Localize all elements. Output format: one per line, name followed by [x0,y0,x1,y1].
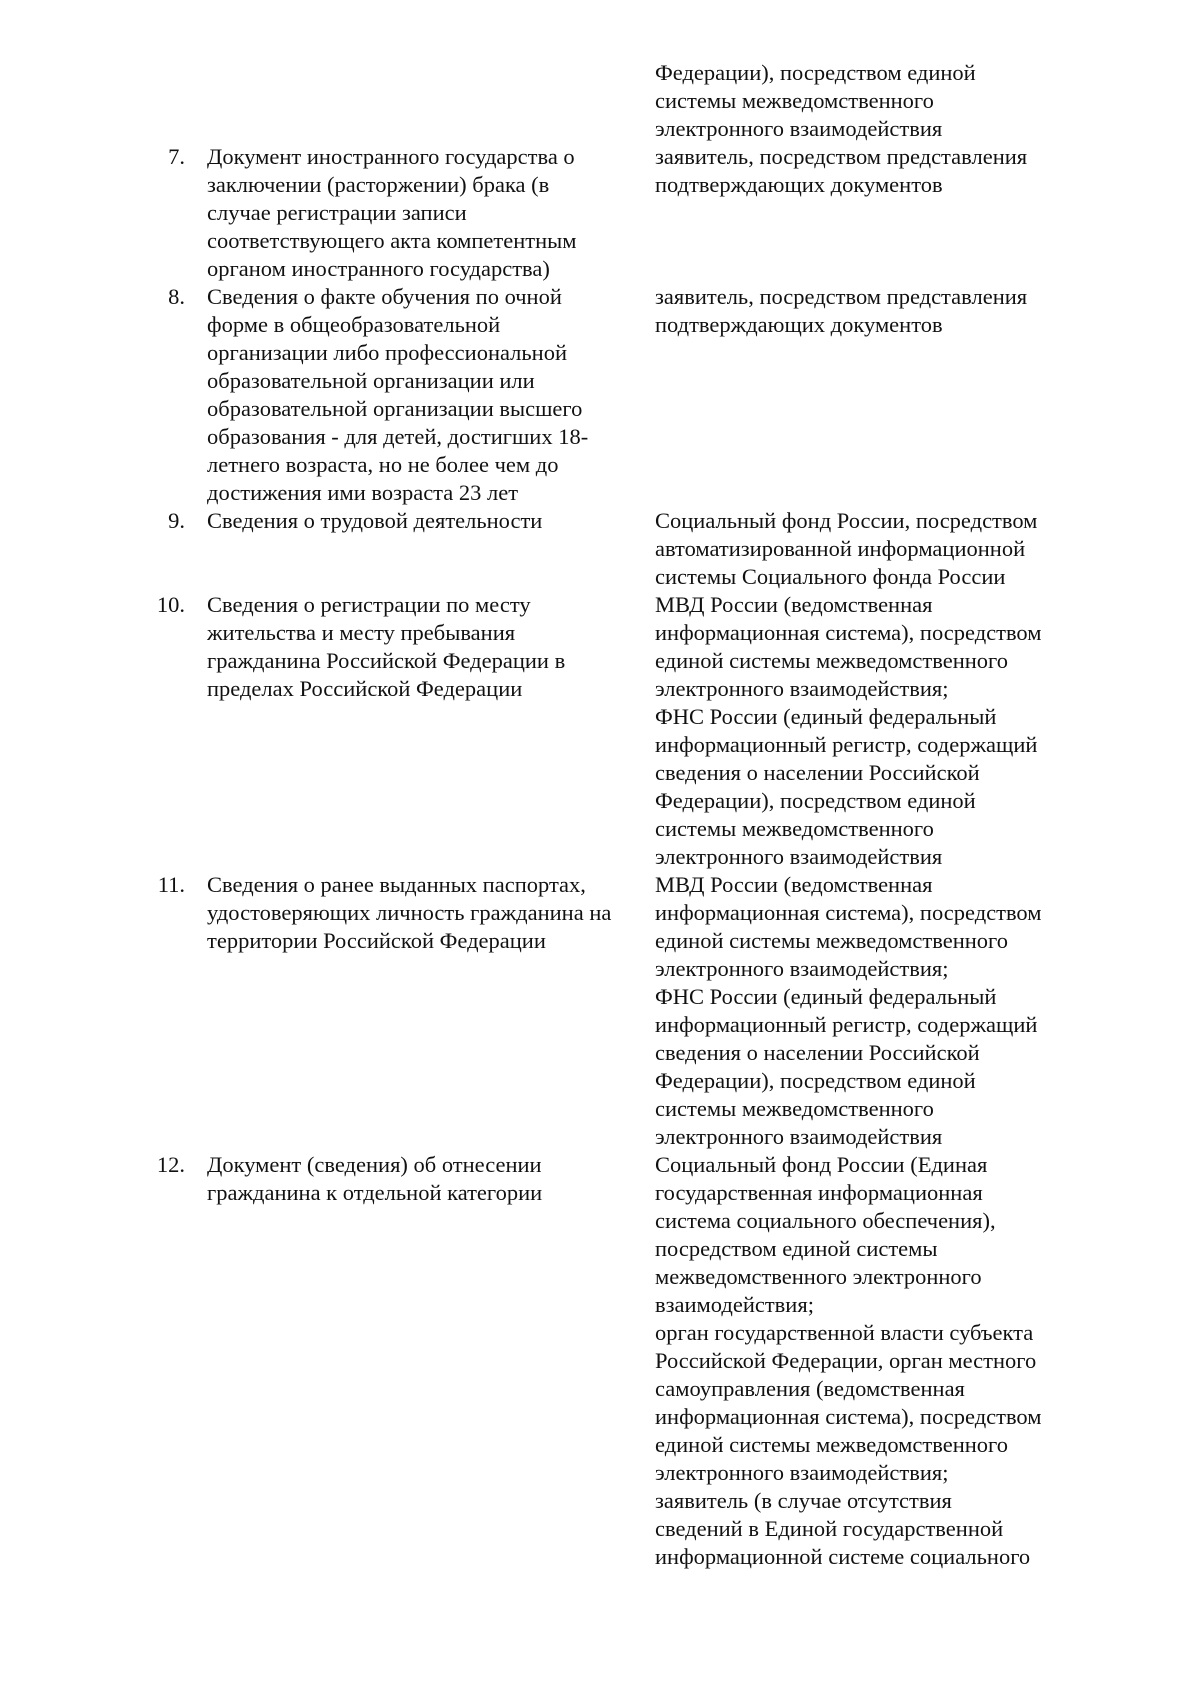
text-line: гражданина к отдельной категории [207,1180,543,1205]
text-line: государственная информационная [655,1180,983,1205]
text-line: информационный регистр, содержащий [655,732,1038,757]
text-line: сведения о населении Российской [655,760,980,785]
text-line: удостоверяющих личность гражданина на [207,900,612,925]
document-cell [207,1151,647,1207]
text-line: Российской Федерации, орган местного [655,1348,1037,1373]
text-line: взаимодействия; [655,1292,814,1317]
text-line: орган государственной власти субъекта [655,1320,1034,1345]
row-number: 11. [157,872,185,897]
text-line: образовательной организации или [207,368,535,393]
text-line: Сведения о регистрации по месту [207,592,531,617]
text-line: самоуправления (ведомственная [655,1376,965,1401]
text-line: посредством единой системы [655,1236,938,1261]
text-line: единой системы межведомственного [655,648,1008,673]
text-line: форме в общеобразовательной [207,312,501,337]
source-cell [655,507,1085,591]
text-line: информационная система), посредством [655,1404,1042,1429]
text-line: электронного взаимодействия; [655,956,949,981]
text-line: Федерации), посредством единой [655,60,976,85]
text-line: заявитель, посредством представления [655,144,1028,169]
text-line: электронного взаимодействия; [655,676,949,701]
text-line: ФНС России (единый федеральный [655,984,997,1009]
text-line: организации либо профессиональной [207,340,567,365]
text-line: межведомственного электронного [655,1264,982,1289]
text-line: Социальный фонд России (Единая [655,1152,988,1177]
text-line: системы межведомственного [655,1096,934,1121]
text-line: МВД России (ведомственная [655,872,933,897]
text-line: подтверждающих документов [655,312,943,337]
text-line: электронного взаимодействия [655,116,943,141]
text-line: сведения о населении Российской [655,1040,980,1065]
text-line: электронного взаимодействия [655,844,943,869]
text-line: единой системы межведомственного [655,1432,1008,1457]
text-line: гражданина Российской Федерации в [207,648,566,673]
text-line: Федерации), посредством единой [655,788,976,813]
document-cell [207,507,647,535]
document-cell [207,143,647,283]
document-cell [207,591,647,703]
source-cell [655,871,1085,1151]
text-line: образования - для детей, достигших 18- [207,424,589,449]
text-line: сведений в Единой государственной [655,1516,1004,1541]
text-line: Федерации), посредством единой [655,1068,976,1093]
text-line: МВД России (ведомственная [655,592,933,617]
text-line: электронного взаимодействия [655,1124,943,1149]
row-number: 8. [168,284,185,309]
source-cell [655,591,1085,871]
text-line: информационная система), посредством [655,900,1042,925]
continuation-source [655,59,1085,143]
text-line: единой системы межведомственного [655,928,1008,953]
text-line: Документ иностранного государства о [207,144,575,169]
text-line: заявитель, посредством представления [655,284,1028,309]
text-line: соответствующего акта компетентным [207,228,577,253]
text-line: автоматизированной информационной [655,536,1026,561]
text-line: система социального обеспечения), [655,1208,996,1233]
source-cell [655,1151,1085,1571]
text-line: ФНС России (единый федеральный [655,704,997,729]
text-line: территории Российской Федерации [207,928,546,953]
source-cell [655,143,1085,199]
text-line: заявитель (в случае отсутствия [655,1488,952,1513]
text-line: органом иностранного государства) [207,256,550,281]
text-line: Сведения о трудовой деятельности [207,508,543,533]
row-number: 10. [156,592,185,617]
text-line: информационная система), посредством [655,620,1042,645]
text-line: электронного взаимодействия; [655,1460,949,1485]
text-line: Документ (сведения) об отнесении [207,1152,542,1177]
text-line: Социальный фонд России, посредством [655,508,1038,533]
text-line: достижения ими возраста 23 лет [207,480,519,505]
row-number: 12. [156,1152,185,1177]
text-line: информационный регистр, содержащий [655,1012,1038,1037]
text-line: Сведения о ранее выданных паспортах, [207,872,586,897]
text-line: информационной системе социального [655,1544,1031,1569]
document-cell [207,871,647,955]
text-line: летнего возраста, но не более чем до [207,452,559,477]
source-cell [655,283,1085,339]
text-line: системы межведомственного [655,88,934,113]
text-line: пределах Российской Федерации [207,676,523,701]
text-line: случае регистрации записи [207,200,467,225]
text-line: заключении (расторжении) брака (в [207,172,550,197]
text-line: системы Социального фонда России [655,564,1006,589]
document-cell [207,283,647,507]
text-line: подтверждающих документов [655,172,943,197]
text-line: жительства и месту пребывания [207,620,516,645]
text-line: системы межведомственного [655,816,934,841]
text-line: Сведения о факте обучения по очной [207,284,562,309]
row-number: 9. [168,508,185,533]
row-number: 7. [168,144,185,169]
text-line: образовательной организации высшего [207,396,583,421]
